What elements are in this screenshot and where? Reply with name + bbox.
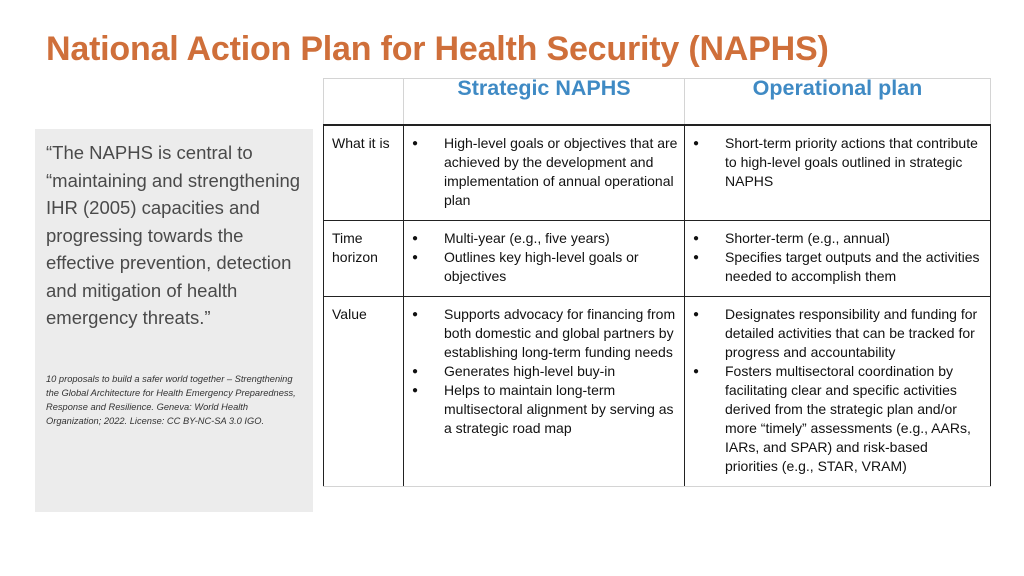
bullet-item: ● Supports advocacy for financing from both domestic and global partners by establishing long-term funding needs — [411, 305, 678, 362]
bullet-item: ● Outlines key high-level goals or objectives — [411, 248, 678, 286]
strategic-cell — [404, 125, 685, 221]
bullet-item: ● Shorter-term (e.g., annual) — [692, 229, 984, 248]
strategic-cell — [404, 297, 685, 487]
header-empty-cell — [324, 79, 404, 126]
bullet-item: ● Helps to maintain long-term multisectoral alignment by serving as a strategic road map — [411, 381, 678, 438]
row-label: What it is — [324, 125, 404, 221]
quote-text: “The NAPHS is central to “maintaining and strengthening IHR (2005) capacities and progressing towards the effective prevention, detection and mitigation of health emergency threats.” — [46, 142, 301, 328]
row-label: Value — [324, 297, 404, 487]
bullet-item: ● Fosters multisectoral coordination by facilitating clear and specific activities derived from the strategic plan and/or more “timely” assessments (e.g., AARs, IARs, and SPAR) and risk-based priorities (e.g., STAR, VRAM) — [692, 362, 984, 476]
table-row-value — [324, 297, 991, 487]
citation-text: 10 proposals to build a safer world together – Strengthening the Global Architecture for Health Emergency Preparedness, Response and Resilience. Geneva: World Health Organization; 2022. License: CC BY-NC-SA 3.0 IGO. — [46, 374, 296, 426]
row-label: Time horizon — [324, 221, 404, 297]
bullet-item: ● Multi-year (e.g., five years) — [411, 229, 678, 248]
bullet-item: ● High-level goals or objectives that are achieved by the development and implementation of annual operational plan — [411, 134, 678, 210]
operational-cell — [685, 297, 991, 487]
bullet-item: ● Generates high-level buy-in — [411, 362, 678, 381]
operational-cell — [685, 221, 991, 297]
table-row-time-horizon — [324, 221, 991, 297]
header-strategic-naphs: Strategic NAPHS — [404, 79, 685, 126]
strategic-cell — [404, 221, 685, 297]
naphs-comparison-table — [323, 78, 991, 487]
table-header-row — [324, 79, 991, 126]
page-title: National Action Plan for Health Security (NAPHS) — [46, 30, 829, 68]
quote-panel — [35, 129, 313, 512]
operational-cell — [685, 125, 991, 221]
table-row-what-it-is — [324, 125, 991, 221]
bullet-item: ● Short-term priority actions that contribute to high-level goals outlined in strategic NAPHS — [692, 134, 984, 191]
bullet-item: ● Designates responsibility and funding for detailed activities that can be tracked for progress and accountability — [692, 305, 984, 362]
header-operational-plan: Operational plan — [685, 79, 991, 126]
bullet-item: ● Specifies target outputs and the activities needed to accomplish them — [692, 248, 984, 286]
